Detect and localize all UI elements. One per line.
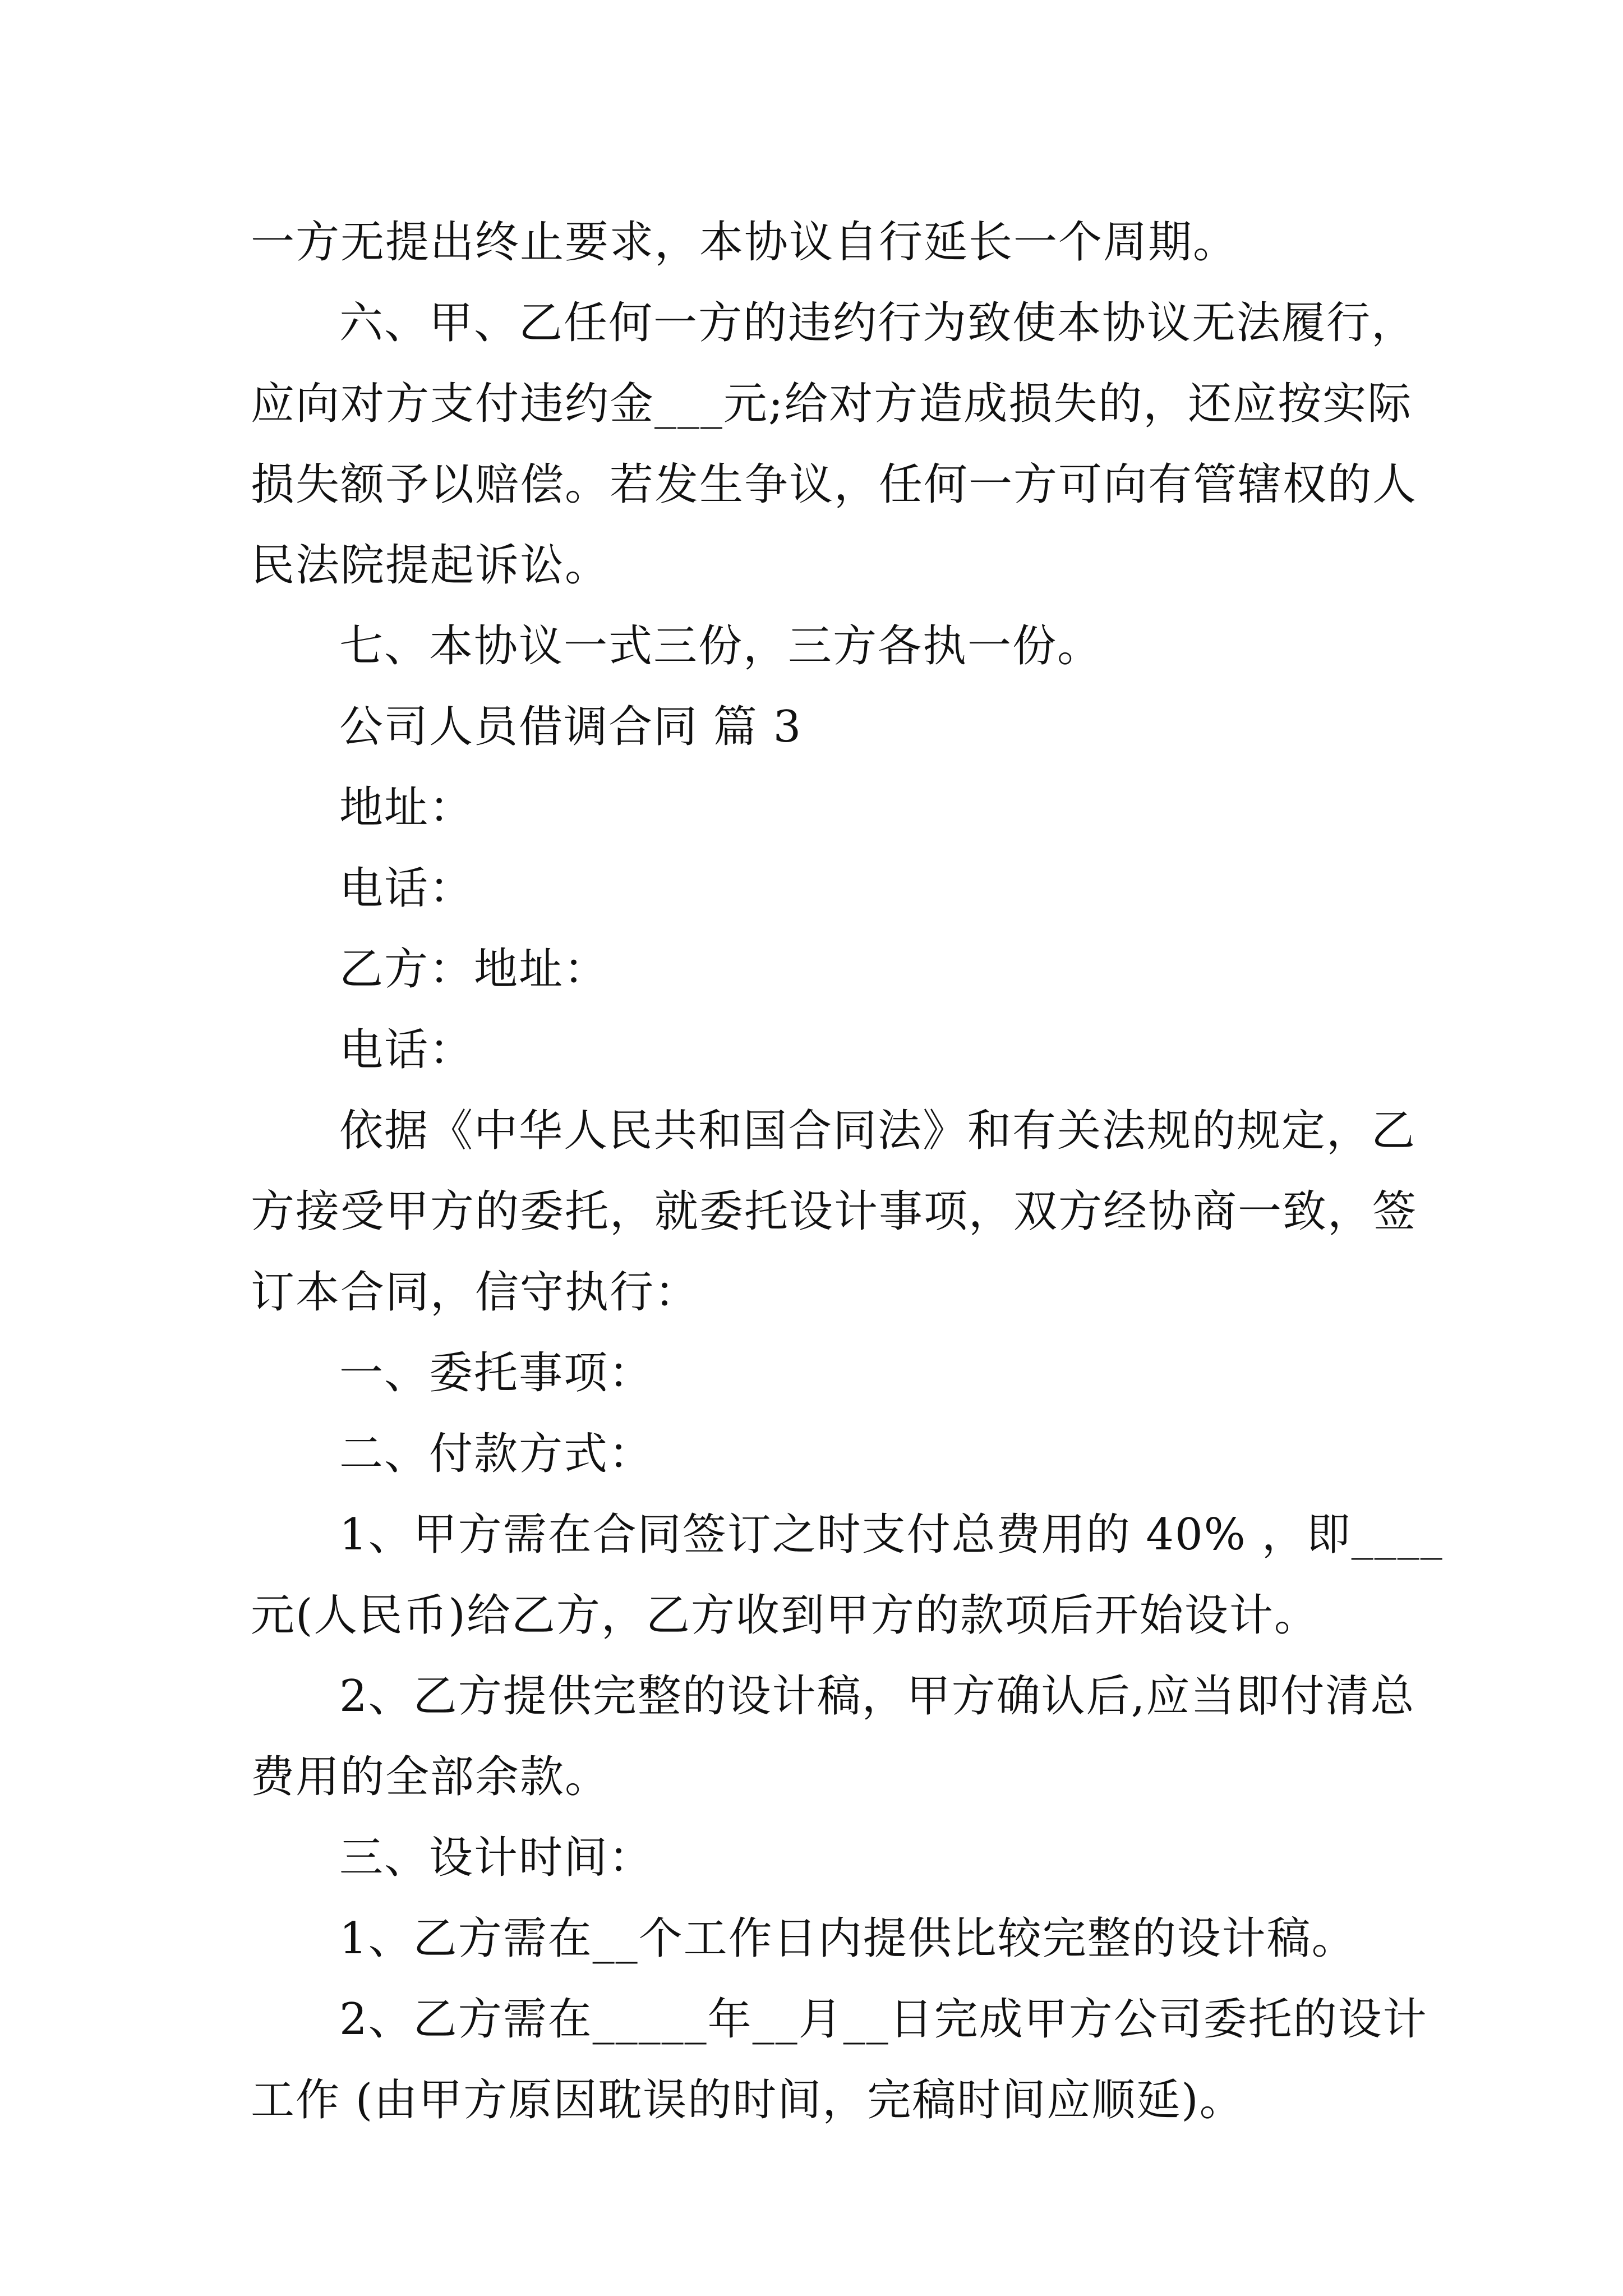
document-line: 地址： (339, 783, 474, 833)
document-line: 三、设计时间： (339, 1833, 654, 1883)
document-line: 七、本协议一式三份，三方各执一份。 (339, 621, 1103, 671)
document-line: 乙方：地址： (339, 944, 609, 995)
document-line: 一、委托事项： (339, 1348, 654, 1398)
document-line: 费用的全部余款。 (251, 1752, 610, 1802)
document-line: 损失额予以赔偿。若发生争议，任何一方可向有管辖权的人 (251, 459, 1418, 510)
document-line: 方接受甲方的委托，就委托设计事项，双方经协商一致，签 (251, 1186, 1418, 1237)
document-line: 二、付款方式： (339, 1429, 654, 1479)
document-line: 六、甲、乙任何一方的违约行为致使本协议无法履行， (339, 298, 1417, 348)
document-body (251, 202, 1444, 2141)
document-line: 2、乙方提供完整的设计稿，甲方确认后,应当即付清总 (339, 1671, 1415, 1722)
document-line: 电话： (339, 1025, 474, 1075)
document-line: 民法院提起诉讼。 (251, 540, 610, 591)
document-line: 2、乙方需在_____年__月__日完成甲方公司委托的设计 (339, 1994, 1428, 2045)
section-heading: 公司人员借调合同 篇 3 (339, 702, 803, 752)
document-line: 依据《中华人民共和国合同法》和有关法规的规定，乙 (339, 1106, 1417, 1156)
document-line: 电话： (339, 863, 474, 914)
document-line: 应向对方支付违约金___元;给对方造成损失的，还应按实际 (251, 379, 1413, 429)
document-line: 1、甲方需在合同签订之时支付总费用的 40% ，即____ (339, 1510, 1444, 1560)
document-line: 订本合同，信守执行： (251, 1267, 700, 1318)
document-line: 元(人民币)给乙方，乙方收到甲方的款项后开始设计。 (251, 1590, 1319, 1641)
document-line: 1、乙方需在__个工作日内提供比较完整的设计稿。 (339, 1913, 1357, 1964)
document-line: 一方无提出终止要求，本协议自行延长一个周期。 (251, 217, 1238, 268)
document-line: 工作 (由甲方原因耽误的时间，完稿时间应顺延)。 (251, 2075, 1244, 2125)
